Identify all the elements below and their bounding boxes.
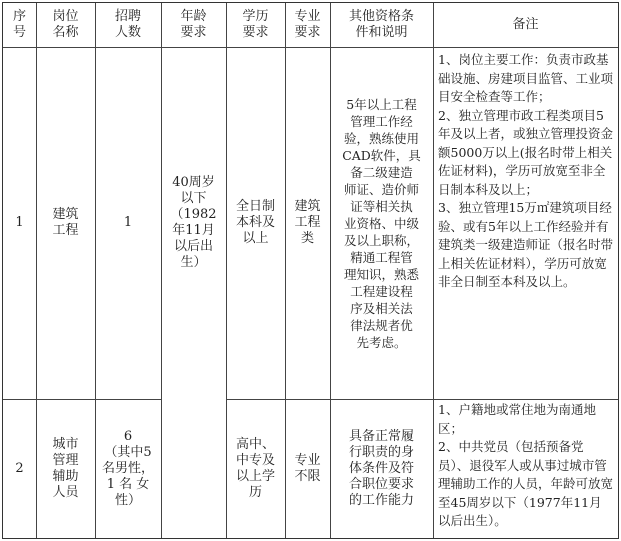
header-seq: 序 号	[12, 9, 26, 40]
row2-major: 专业 不限	[294, 452, 321, 484]
recruitment-table	[2, 2, 619, 539]
row1-headcount: 1	[123, 215, 133, 230]
row1-education: 全日制 本科及 以上	[235, 199, 275, 246]
row1-position: 建筑 工程	[52, 207, 79, 238]
age-requirement: 40周岁 以下 （1982 年11月 以后出 生）	[170, 174, 217, 270]
row2-note-1: 1、户籍地或常住地为南通地区；	[438, 402, 596, 436]
row2-notes	[433, 400, 618, 538]
row1-note-2: 2、独立管理市政工程类项目5年及以上者，或独立管理投资金额5000万以上(报名时带上相关佐证材料)，学历可放宽至非全日制本科及以上；	[438, 107, 614, 197]
row2-other: 具备正常履 行职责的身 体条件及符 合职位要求 的工作能力	[348, 428, 414, 508]
header-headcount: 招聘 人数	[114, 9, 141, 40]
row2-position: 城市 管理 辅助 人员	[52, 436, 79, 500]
row1-other: 5年以上工程 管理工作经 验，熟练使用 CAD软件，具 备二级建造 师证、造价师 证等相关执 业资格、中级 及以上职称， 精通工程管 理知识，熟悉 工程建设程 序及相关法 律法规者优 先考虑。	[342, 96, 421, 350]
row2-education: 高中、 中专及 以上学 历	[235, 436, 275, 500]
header-notes: 备注	[512, 17, 539, 32]
row1-note-1: 1、岗位主要工作：负责市政基础设施、房建项目监管、工业项目安全检查等工作；	[438, 52, 614, 104]
row2-headcount: 6 （其中5 名男性， 1 名 女 性）	[101, 428, 154, 508]
header-position: 岗位 名称	[52, 9, 79, 40]
row1-major: 建筑 工程 类	[294, 199, 321, 246]
row1-note-3: 3、独立管理15万㎡建筑项目经验、或有5年以上工作经验并有建筑类一级建造师证（报名时带上相关佐证材料），学历可放宽非全日制至本科及以上。	[438, 200, 614, 289]
row1-notes	[433, 49, 618, 399]
row2-seq: 2	[15, 460, 24, 476]
header-major: 专业 要求	[294, 9, 321, 40]
header-age: 年龄 要求	[180, 9, 207, 40]
header-other: 其他资格条 件和说明	[348, 9, 414, 40]
row2-note-2: 2、中共党员（包括预备党员）、退役军人或从事过城市管理辅助工作的人员，年龄可放宽至45周岁以下（1977年11月以后出生）。	[438, 439, 614, 528]
header-education: 学历 要求	[242, 9, 269, 40]
row1-seq: 1	[15, 215, 24, 230]
